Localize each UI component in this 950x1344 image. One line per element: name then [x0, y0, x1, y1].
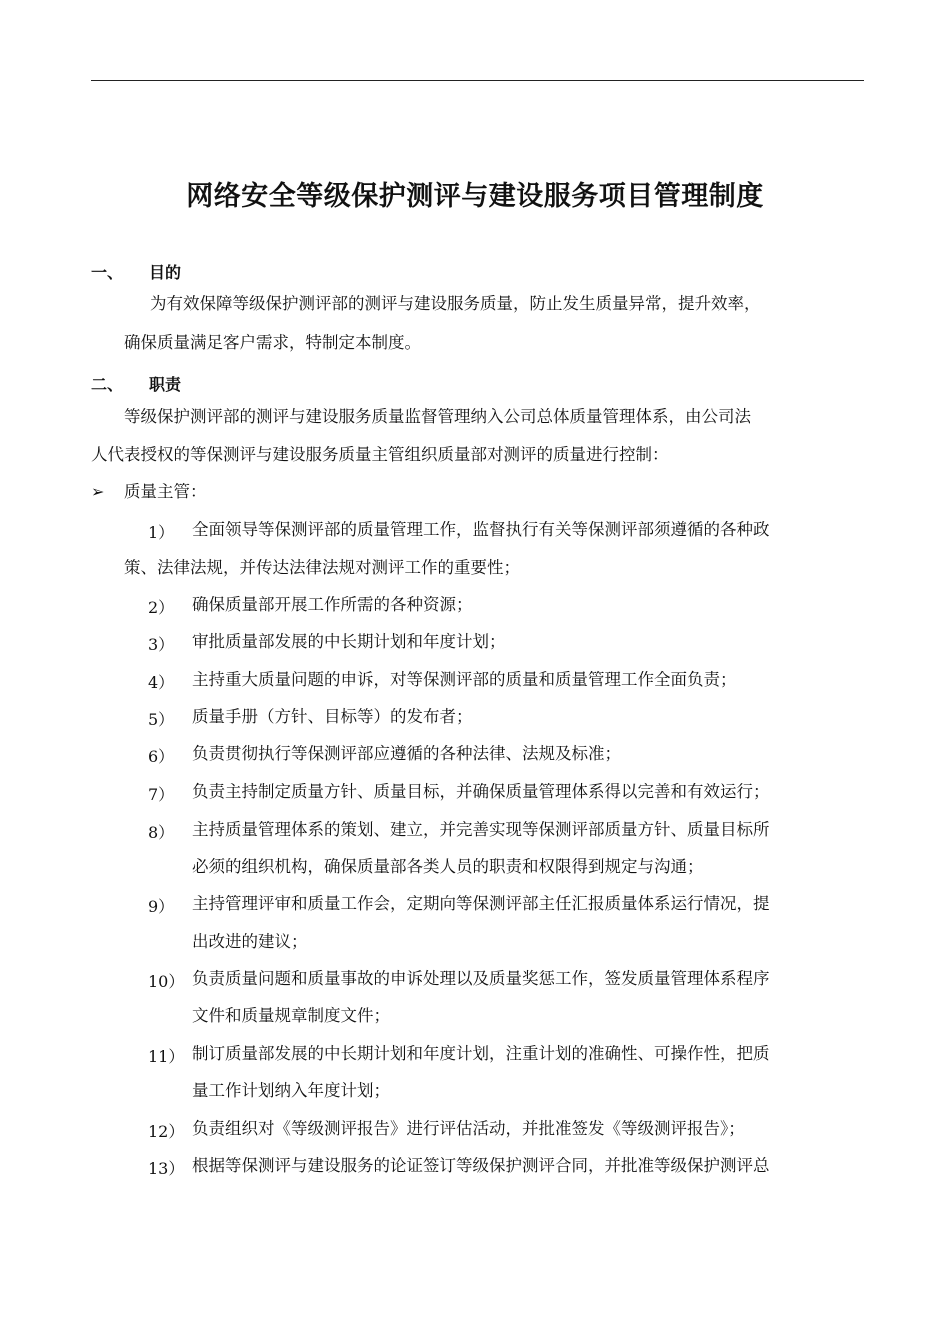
item-4-number: 4）	[148, 673, 175, 692]
document-title: 网络安全等级保护测评与建设服务项目管理制度	[186, 181, 764, 212]
item-11-number: 11）	[148, 1047, 185, 1066]
item-8-line-2: 必须的组织机构，确保质量部各类人员的职责和权限得到规定与沟通；	[192, 857, 704, 876]
item-4-line-1: 主持重大质量问题的申诉，对等保测评部的质量和质量管理工作全面负责；	[192, 670, 737, 689]
section-1-line-2: 确保质量满足客户需求，特制定本制度。	[124, 333, 421, 352]
section-1-line-1: 为有效保障等级保护测评部的测评与建设服务质量，防止发生质量异常，提升效率，	[150, 294, 761, 313]
section-2-line-2: 人代表授权的等保测评与建设服务质量主管组织质量部对测评的质量进行控制：	[91, 445, 669, 464]
item-13-number: 13）	[148, 1159, 185, 1178]
item-9-line-2: 出改进的建议；	[192, 932, 308, 951]
item-7-number: 7）	[148, 785, 175, 804]
section-1-title: 目的	[149, 263, 182, 282]
item-10-number: 10）	[148, 972, 185, 991]
item-12-line-1: 负责组织对《等级测评报告》进行评估活动，并批准签发《等级测评报告》；	[192, 1119, 745, 1138]
item-1-line-2: 策、法律法规，并传达法律法规对测评工作的重要性；	[124, 558, 520, 577]
item-6-line-1: 负责贯彻执行等保测评部应遵循的各种法律、法规及标准；	[192, 744, 621, 763]
bullet-arrow-icon: ➢	[91, 482, 105, 501]
item-8-number: 8）	[148, 823, 175, 842]
item-13-line-1: 根据等保测评与建设服务的论证签订等级保护测评合同，并批准等级保护测评总	[192, 1156, 770, 1175]
bullet-label: 质量主管：	[124, 482, 207, 501]
section-2-line-1: 等级保护测评部的测评与建设服务质量监督管理纳入公司总体质量管理体系，由公司法	[124, 407, 751, 426]
item-1-number: 1）	[148, 523, 175, 542]
item-2-number: 2）	[148, 598, 175, 617]
item-9-line-1: 主持管理评审和质量工作会，定期向等保测评部主任汇报质量体系运行情况，提	[192, 894, 770, 913]
section-2-number: 二、	[91, 375, 124, 394]
item-2-line-1: 确保质量部开展工作所需的各种资源；	[192, 595, 473, 614]
item-6-number: 6）	[148, 747, 175, 766]
item-1-line-1: 全面领导等保测评部的质量管理工作，监督执行有关等保测评部须遵循的各种政	[192, 520, 770, 539]
item-7-line-1: 负责主持制定质量方针、质量目标，并确保质量管理体系得以完善和有效运行；	[192, 782, 770, 801]
section-1-number: 一、	[91, 263, 124, 282]
item-11-line-2: 量工作计划纳入年度计划；	[192, 1081, 390, 1100]
section-2-title: 职责	[149, 375, 182, 394]
item-10-line-1: 负责质量问题和质量事故的申诉处理以及质量奖惩工作，签发质量管理体系程序	[192, 969, 770, 988]
header-rule	[91, 80, 864, 81]
item-5-line-1: 质量手册（方针、目标等）的发布者；	[192, 707, 473, 726]
item-5-number: 5）	[148, 710, 175, 729]
item-12-number: 12）	[148, 1122, 185, 1141]
item-9-number: 9）	[148, 897, 175, 916]
item-10-line-2: 文件和质量规章制度文件；	[192, 1006, 390, 1025]
item-3-number: 3）	[148, 635, 175, 654]
item-3-line-1: 审批质量部发展的中长期计划和年度计划；	[192, 632, 506, 651]
item-11-line-1: 制订质量部发展的中长期计划和年度计划，注重计划的准确性、可操作性，把质	[192, 1044, 770, 1063]
item-8-line-1: 主持质量管理体系的策划、建立，并完善实现等保测评部质量方针、质量目标所	[192, 820, 770, 839]
